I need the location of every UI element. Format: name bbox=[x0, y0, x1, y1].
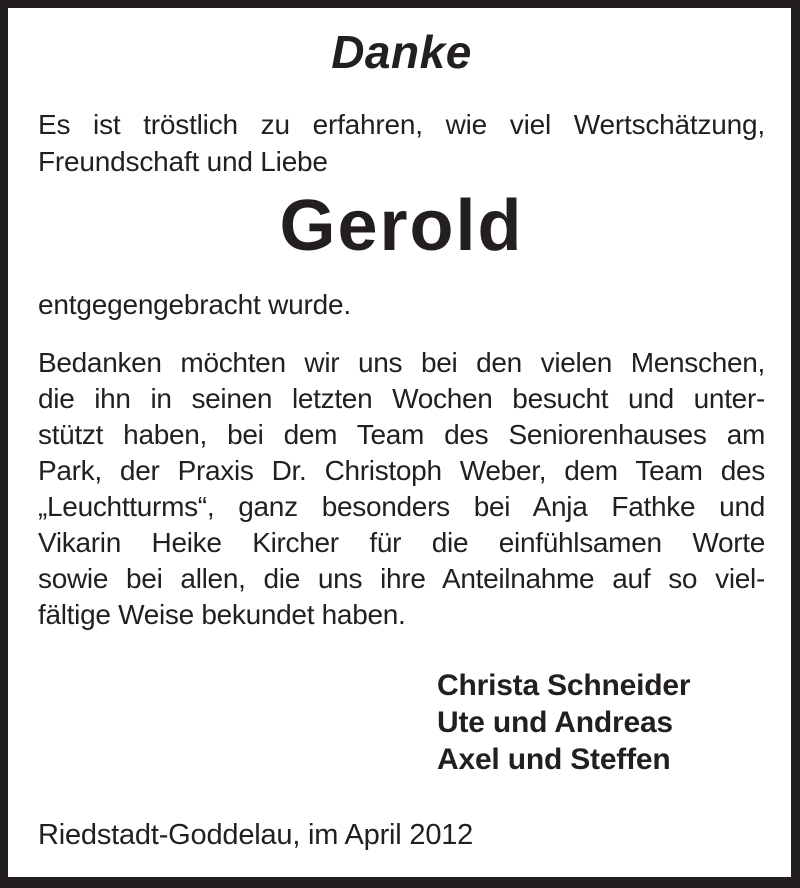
signature-block bbox=[437, 667, 765, 778]
thanks-paragraph bbox=[38, 345, 765, 633]
place-date: Riedstadt-Goddelau, im April 2012 bbox=[38, 819, 474, 852]
signature-name: Axel und Steffen bbox=[437, 743, 671, 777]
thanks-line: sowie bei allen, die uns ihre Anteilnahme auf so viel- bbox=[38, 563, 765, 595]
thanks-line: die ihn in seinen letzten Wochen besucht und unter- bbox=[38, 383, 765, 415]
thanks-line: Bedanken möchten wir uns bei den vielen Menschen, bbox=[38, 347, 765, 379]
thanks-line: Park, der Praxis Dr. Christoph Weber, dem Team des bbox=[38, 455, 765, 487]
deceased-name: Gerold bbox=[279, 186, 524, 267]
thanks-line: „Leuchtturms“, ganz besonders bei Anja Fathke und bbox=[38, 491, 765, 523]
acknowledgement-line: entgegengebracht wurde. bbox=[38, 289, 351, 321]
signature-name: Ute und Andreas bbox=[437, 706, 673, 740]
intro-line: Es ist tröstlich zu erfahren, wie viel Wertschätzung, bbox=[38, 109, 765, 141]
notice-content bbox=[8, 8, 791, 877]
thanks-line: stützt haben, bei dem Team des Seniorenhauses am bbox=[38, 419, 765, 451]
notice-title: Danke bbox=[331, 26, 472, 78]
thanks-line: fältige Weise bekundet haben. bbox=[38, 599, 406, 631]
intro-paragraph bbox=[38, 106, 765, 180]
signature-name: Christa Schneider bbox=[437, 669, 691, 703]
thanks-line: Vikarin Heike Kircher für die einfühlsamen Worte bbox=[38, 527, 765, 559]
intro-line: Freundschaft und Liebe bbox=[38, 146, 328, 178]
